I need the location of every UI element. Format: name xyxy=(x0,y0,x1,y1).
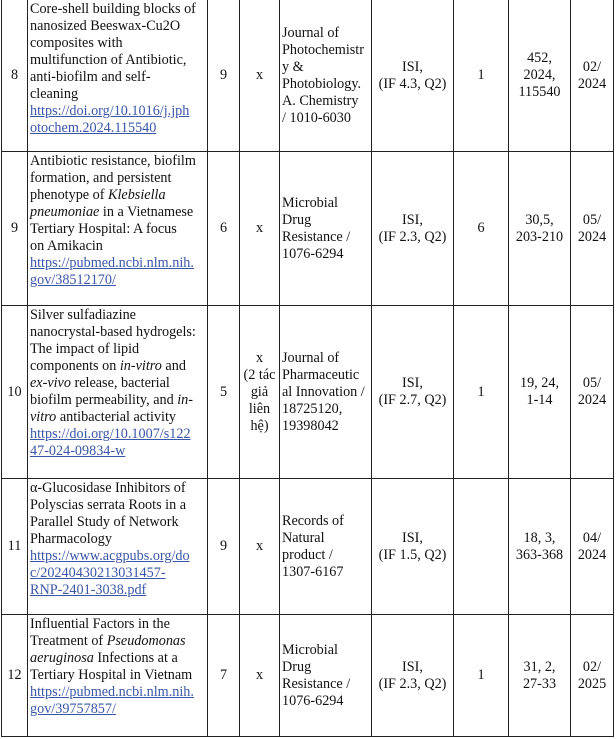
index-line: ISI, xyxy=(402,529,423,546)
article-title-line: cleaning xyxy=(30,86,79,102)
index-line: ISI, xyxy=(402,58,423,75)
journal-line: Records of xyxy=(282,512,344,529)
journal-line: 1076-6294 xyxy=(282,245,344,262)
volume-line: 1-14 xyxy=(526,392,553,408)
date-line: 04/ xyxy=(582,529,602,546)
date-cell xyxy=(571,306,614,479)
article-title-line: composites with xyxy=(30,35,123,51)
article-cell xyxy=(28,306,208,479)
citation-count: 6 xyxy=(454,152,509,306)
volume-cell xyxy=(509,306,571,479)
article-cell xyxy=(28,0,208,152)
volume-line: 31, 2, xyxy=(523,658,556,675)
author-count: 6 xyxy=(208,152,240,306)
table-row xyxy=(2,152,614,306)
volume-line: 27-33 xyxy=(522,675,557,692)
article-title-line: components on in-vitro and xyxy=(30,358,186,374)
journal-line: al Innovation / xyxy=(282,383,365,400)
date-cell xyxy=(571,479,614,615)
row-number: 11 xyxy=(2,479,28,615)
main-author-line: hệ) xyxy=(250,417,269,434)
journal-line: Journal of xyxy=(282,349,340,366)
journal-line: / 1010-6030 xyxy=(282,109,351,126)
article-title-line: vitro antibacterial activity xyxy=(30,409,177,425)
journal-line: Resistance / xyxy=(282,675,351,692)
table-row xyxy=(2,306,614,479)
index-line: ISI, xyxy=(402,658,423,675)
date-cell xyxy=(571,615,614,737)
citation-count: 1 xyxy=(454,306,509,479)
journal-line: Resistance / xyxy=(282,228,351,245)
main-author-mark: x xyxy=(240,152,280,306)
article-title-line: phenotype of Klebsiella xyxy=(30,187,166,203)
doi-link[interactable]: otochem.2024.115540 xyxy=(30,120,157,136)
index-cell xyxy=(372,0,454,152)
date-line: 2024 xyxy=(577,392,607,408)
journal-line: 19398042 xyxy=(282,417,339,434)
article-title-line: α-Glucosidase Inhibitors of xyxy=(30,480,186,496)
article-title-line: multifunction of Antibiotic, xyxy=(30,52,187,68)
author-count: 9 xyxy=(208,0,240,152)
index-cell xyxy=(372,479,454,615)
index-line: (IF 2.7, Q2) xyxy=(378,392,447,408)
doi-link[interactable]: https://doi.org/10.1007/s122 xyxy=(30,426,191,442)
pubmed-link[interactable]: gov/38512170/ xyxy=(30,272,116,288)
article-title-line: Antibiotic resistance, biofilm xyxy=(30,153,196,169)
journal-cell xyxy=(280,0,372,152)
acgpubs-link[interactable]: RNP-2401-3038.pdf xyxy=(30,582,147,598)
date-cell xyxy=(571,0,614,152)
volume-cell xyxy=(509,0,571,152)
article-title-line: on Amikacin xyxy=(30,238,103,254)
article-title-line: Polyscias serrata Roots in a xyxy=(30,497,187,513)
date-line: 2024 xyxy=(577,546,607,563)
volume-line: 19, 24, xyxy=(519,375,559,391)
journal-cell xyxy=(280,152,372,306)
main-author-line: giả xyxy=(250,383,269,400)
article-title-line: The impact of lipid xyxy=(30,341,140,357)
main-author-mark: x xyxy=(240,615,280,737)
pubmed-link[interactable]: https://pubmed.ncbi.nlm.nih. xyxy=(30,684,194,700)
doi-link[interactable]: https://doi.org/10.1016/j.jph xyxy=(30,103,190,119)
row-number: 9 xyxy=(2,152,28,306)
article-title-line: aeruginosa Infections at a xyxy=(30,650,178,666)
journal-cell xyxy=(280,615,372,737)
journal-line: 1307-6167 xyxy=(282,563,344,580)
journal-line: y & xyxy=(282,58,304,75)
journal-line: Journal of xyxy=(282,24,340,41)
article-title-line: nanosized Beeswax-Cu2O xyxy=(30,18,181,34)
journal-cell xyxy=(280,479,372,615)
main-author-cell xyxy=(240,306,280,479)
index-line: (IF 2.3, Q2) xyxy=(378,675,447,692)
main-author-mark: x xyxy=(240,0,280,152)
doi-link[interactable]: 47-024-09834-w xyxy=(30,443,126,459)
journal-line: Drug xyxy=(282,211,312,228)
article-cell xyxy=(28,615,208,737)
author-count: 5 xyxy=(208,306,240,479)
index-cell xyxy=(372,306,454,479)
main-author-line: liên xyxy=(248,400,271,417)
index-line: ISI, xyxy=(402,375,423,391)
journal-line: Natural xyxy=(282,529,325,546)
article-title-line: nanocrystal-based hydrogels: xyxy=(30,324,196,340)
index-line: (IF 4.3, Q2) xyxy=(378,75,447,92)
article-title-line: formation, and persistent xyxy=(30,170,172,186)
journal-line: Microbial xyxy=(282,194,338,211)
article-cell xyxy=(28,479,208,615)
index-line: ISI, xyxy=(402,211,423,228)
date-line: 02/ xyxy=(582,658,602,675)
volume-line: 2024, xyxy=(523,67,556,83)
article-title-line: ex-vivo release, bacterial xyxy=(30,375,170,391)
volume-line: 18, 3, xyxy=(523,529,556,546)
article-title-line: Silver sulfadiazine xyxy=(30,307,136,323)
publications-table xyxy=(1,0,614,737)
row-number: 8 xyxy=(2,0,28,152)
table-row xyxy=(2,479,614,615)
volume-line: 363-368 xyxy=(515,546,564,563)
citation-count xyxy=(454,479,509,615)
date-line: 2025 xyxy=(577,675,607,692)
date-line: 02/ xyxy=(582,58,602,75)
main-author-line: x xyxy=(255,349,264,366)
journal-cell xyxy=(280,306,372,479)
author-count: 9 xyxy=(208,479,240,615)
row-number: 10 xyxy=(2,306,28,479)
article-title-line: Parallel Study of Network xyxy=(30,514,179,530)
volume-line: 30,5, xyxy=(525,211,554,228)
article-title-line: Tertiary Hospital in Vietnam xyxy=(30,667,193,683)
acgpubs-link[interactable]: c/20240430213031457- xyxy=(30,565,166,581)
index-cell xyxy=(372,615,454,737)
index-line: (IF 1.5, Q2) xyxy=(378,546,447,563)
table-row xyxy=(2,615,614,737)
article-title-line: Core-shell building blocks of xyxy=(30,1,196,17)
article-title-line: Treatment of Pseudomonas xyxy=(30,633,186,649)
citation-count: 1 xyxy=(454,0,509,152)
date-line: 05/ xyxy=(582,375,602,391)
pubmed-link[interactable]: gov/39757857/ xyxy=(30,701,116,717)
date-cell xyxy=(571,152,614,306)
citation-count: 1 xyxy=(454,615,509,737)
index-line: (IF 2.3, Q2) xyxy=(378,228,447,245)
row-number: 12 xyxy=(2,615,28,737)
journal-line: Microbial xyxy=(282,641,338,658)
article-title-line: Tertiary Hospital: A focus xyxy=(30,221,177,237)
journal-line: Photochemistr xyxy=(282,41,364,58)
date-line: 05/ xyxy=(582,211,602,228)
journal-line: Pharmaceutic xyxy=(282,366,360,383)
volume-line: 203-210 xyxy=(515,228,564,245)
article-cell xyxy=(28,152,208,306)
volume-line: 452, xyxy=(527,50,552,66)
journal-line: product / xyxy=(282,546,333,563)
index-cell xyxy=(372,152,454,306)
journal-line: Drug xyxy=(282,658,312,675)
date-line: 2024 xyxy=(577,228,607,245)
volume-cell xyxy=(509,479,571,615)
journal-line: 1076-6294 xyxy=(282,692,344,709)
table-row xyxy=(2,0,614,152)
volume-cell xyxy=(509,152,571,306)
acgpubs-link[interactable]: https://www.acgpubs.org/do xyxy=(30,548,190,564)
journal-line: 18725120, xyxy=(282,400,343,417)
article-title-line: Pharmacology xyxy=(30,531,112,547)
volume-line: 115540 xyxy=(518,84,561,100)
author-count: 7 xyxy=(208,615,240,737)
article-title-line: Influential Factors in the xyxy=(30,616,170,632)
article-title-line: anti-biofilm and self- xyxy=(30,69,151,85)
journal-line: A. Chemistry xyxy=(282,92,359,109)
main-author-mark: x xyxy=(240,479,280,615)
article-title-line: biofilm permeability, and in- xyxy=(30,392,193,408)
pubmed-link[interactable]: https://pubmed.ncbi.nlm.nih. xyxy=(30,255,194,271)
journal-line: Photobiology. xyxy=(282,75,362,92)
article-title-line: pneumoniae in a Vietnamese xyxy=(30,204,194,220)
main-author-line: (2 tác xyxy=(243,366,276,383)
volume-cell xyxy=(509,615,571,737)
date-line: 2024 xyxy=(577,75,607,92)
